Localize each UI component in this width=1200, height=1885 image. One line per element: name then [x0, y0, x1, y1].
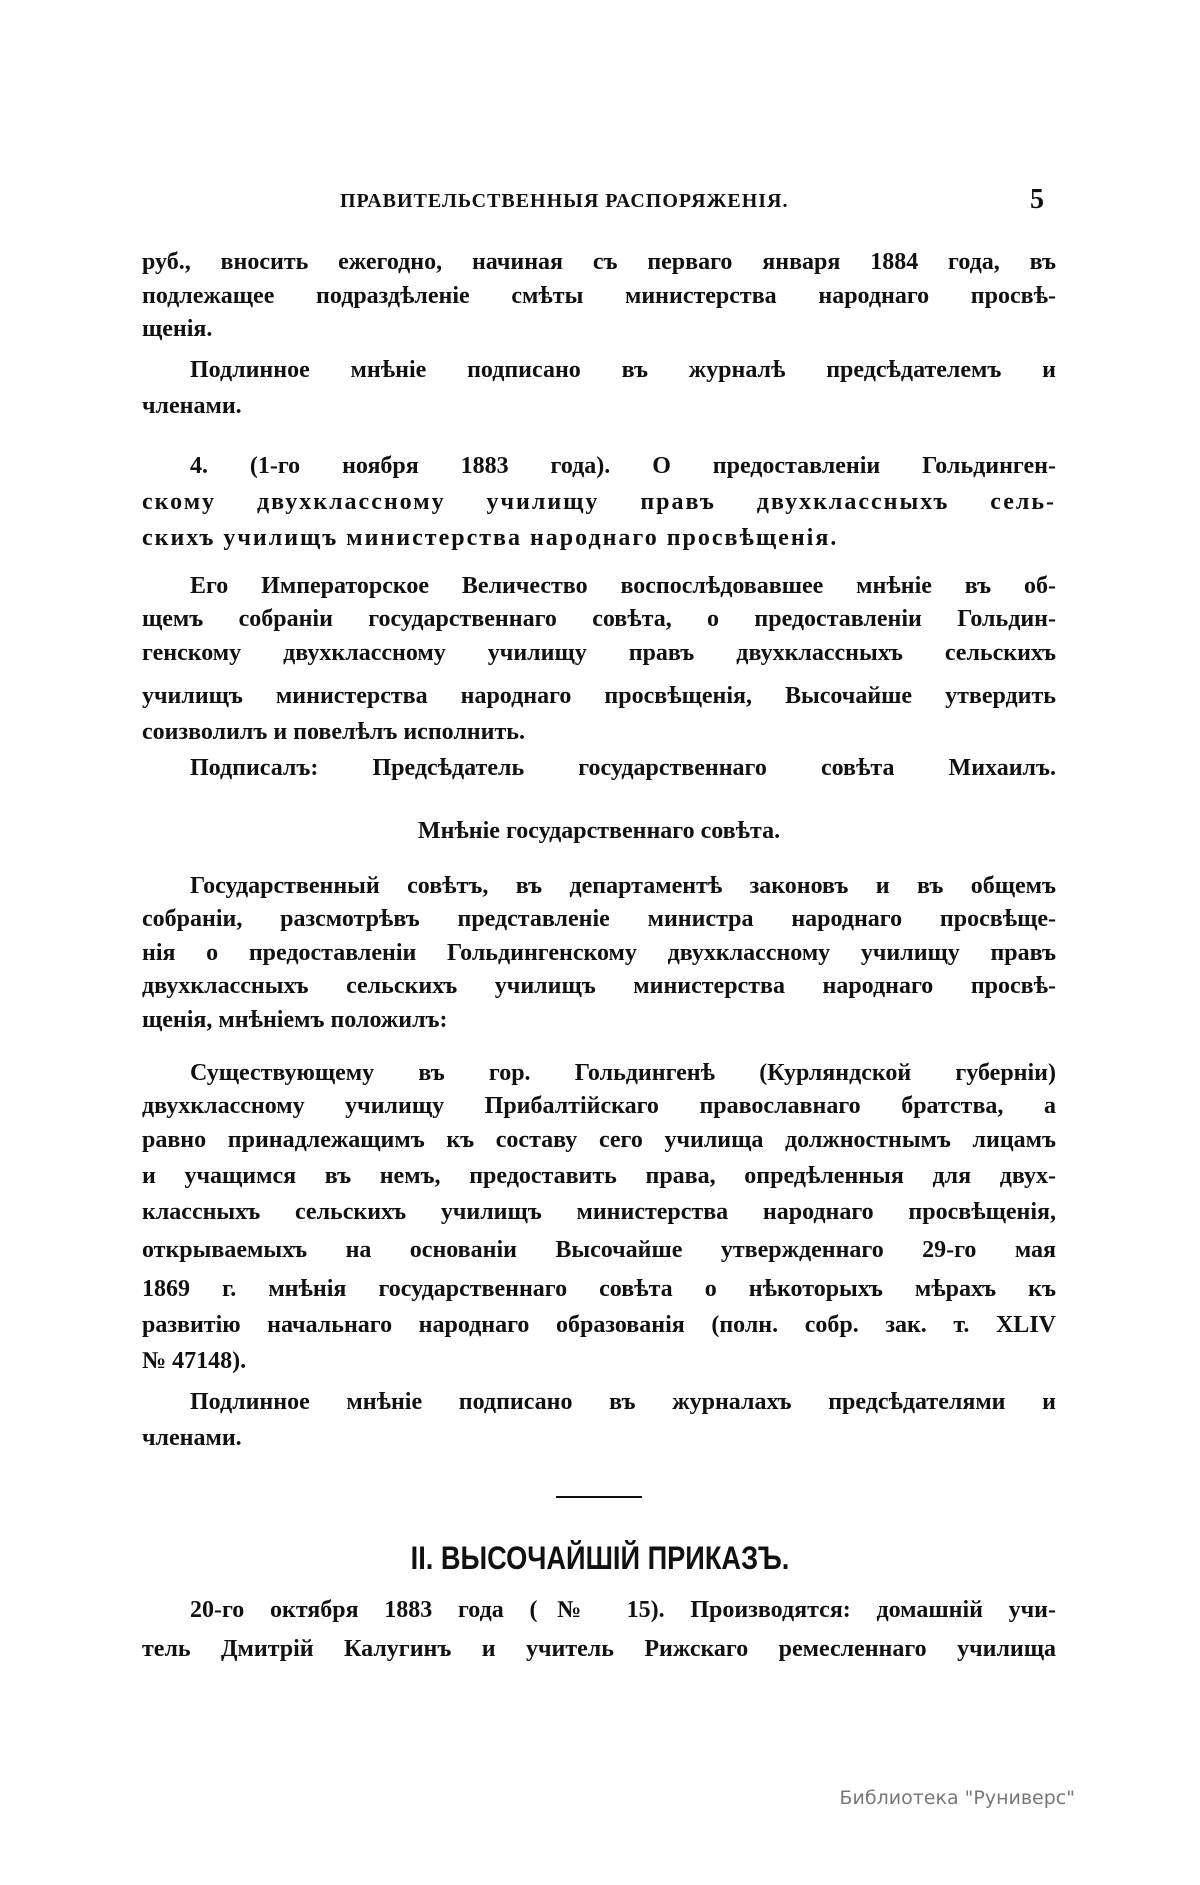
text-line: Существующему въ гор. Гольдингенѣ (Курляндской губерніи) — [190, 1060, 1056, 1086]
section-heading: II. ВЫСОЧАЙШІЙ ПРИКАЗЪ. — [410, 1540, 790, 1576]
text-line: щенія. — [142, 316, 213, 342]
text-line: № 47148). — [142, 1348, 247, 1374]
text-line: училищъ министерства народнаго просвѣщенія, Высочайше утвердить — [142, 683, 1056, 709]
text-line: 20-го октября 1883 года (№ 15). Производятся: домашній учи- — [190, 1597, 1056, 1623]
text-line: щемъ собраніи государственнаго совѣта, о предоставленіи Гольдин- — [142, 606, 1056, 632]
section-divider — [556, 1496, 642, 1498]
text-line: членами. — [142, 1425, 242, 1451]
text-line: Государственный совѣтъ, въ департаментѣ законовъ и въ общемъ — [190, 873, 1056, 899]
text-line: 1869 г. мнѣнія государственнаго совѣта о нѣкоторыхъ мѣрахъ къ — [142, 1276, 1056, 1302]
text-line: и учащимся въ немъ, предоставить права, опредѣленныя для двух- — [142, 1163, 1056, 1189]
text-line: соизволилъ и повелѣлъ исполнить. — [142, 719, 525, 745]
text-line: Подлинное мнѣніе подписано въ журналѣ предсѣдателемъ и — [190, 357, 1056, 383]
text-line: развитію начальнаго народнаго образованія (полн. собр. зак. т. XLIV — [142, 1312, 1056, 1338]
text-line: Его Императорское Величество воспослѣдовавшее мнѣніе въ об- — [190, 573, 1056, 599]
running-header: ПРАВИТЕЛЬСТВЕННЫЯ РАСПОРЯЖЕНІЯ. — [340, 190, 789, 212]
text-line: генскому двухклассному училищу правъ двухклассныхъ сельскихъ — [142, 640, 1056, 666]
text-line: тель Дмитрій Калугинъ и учитель Рижскаго ремесленнаго училища — [142, 1636, 1056, 1662]
text-line: членами. — [142, 393, 242, 419]
subheading: Мнѣніе государственнаго совѣта. — [417, 818, 781, 844]
text-line: собраніи, разсмотрѣвъ представленіе министра народнаго просвѣще- — [142, 906, 1056, 932]
text-line: равно принадлежащимъ къ составу сего училища должностнымъ лицамъ — [142, 1127, 1056, 1153]
text-line: двухклассныхъ сельскихъ училищъ министерства народнаго просвѣ- — [142, 973, 1056, 999]
text-line: скому двухклассному училищу правъ двухклассныхъ сель- — [142, 489, 1056, 515]
text-line: классныхъ сельскихъ училищъ министерства народнаго просвѣщенія, — [142, 1199, 1056, 1225]
text-line: щенія, мнѣніемъ положилъ: — [142, 1007, 448, 1033]
text-line: открываемыхъ на основаніи Высочайше утвержденнаго 29-го мая — [142, 1237, 1056, 1263]
text-line: подлежащее подраздѣленіе смѣты министерства народнаго просвѣ- — [142, 283, 1056, 309]
text-line: руб., вносить ежегодно, начиная съ перваго января 1884 года, въ — [142, 249, 1056, 275]
text-line: нія о предоставленіи Гольдингенскому двухклассному училищу правъ — [142, 940, 1056, 966]
text-line: Подлинное мнѣніе подписано въ журналахъ предсѣдателями и — [190, 1389, 1056, 1415]
text-line: 4. (1-го ноября 1883 года). О предоставленіи Гольдинген- — [190, 453, 1056, 479]
text-line: скихъ училищъ министерства народнаго просвѣщенія. — [142, 525, 839, 551]
page-number: 5 — [1030, 184, 1044, 215]
text-line: Подписалъ: Предсѣдатель государственнаго совѣта Михаилъ. — [190, 755, 1056, 781]
library-watermark: Библиотека "Руниверс" — [839, 1787, 1075, 1809]
text-line: двухклассному училищу Прибалтійскаго православнаго братства, а — [142, 1093, 1056, 1119]
